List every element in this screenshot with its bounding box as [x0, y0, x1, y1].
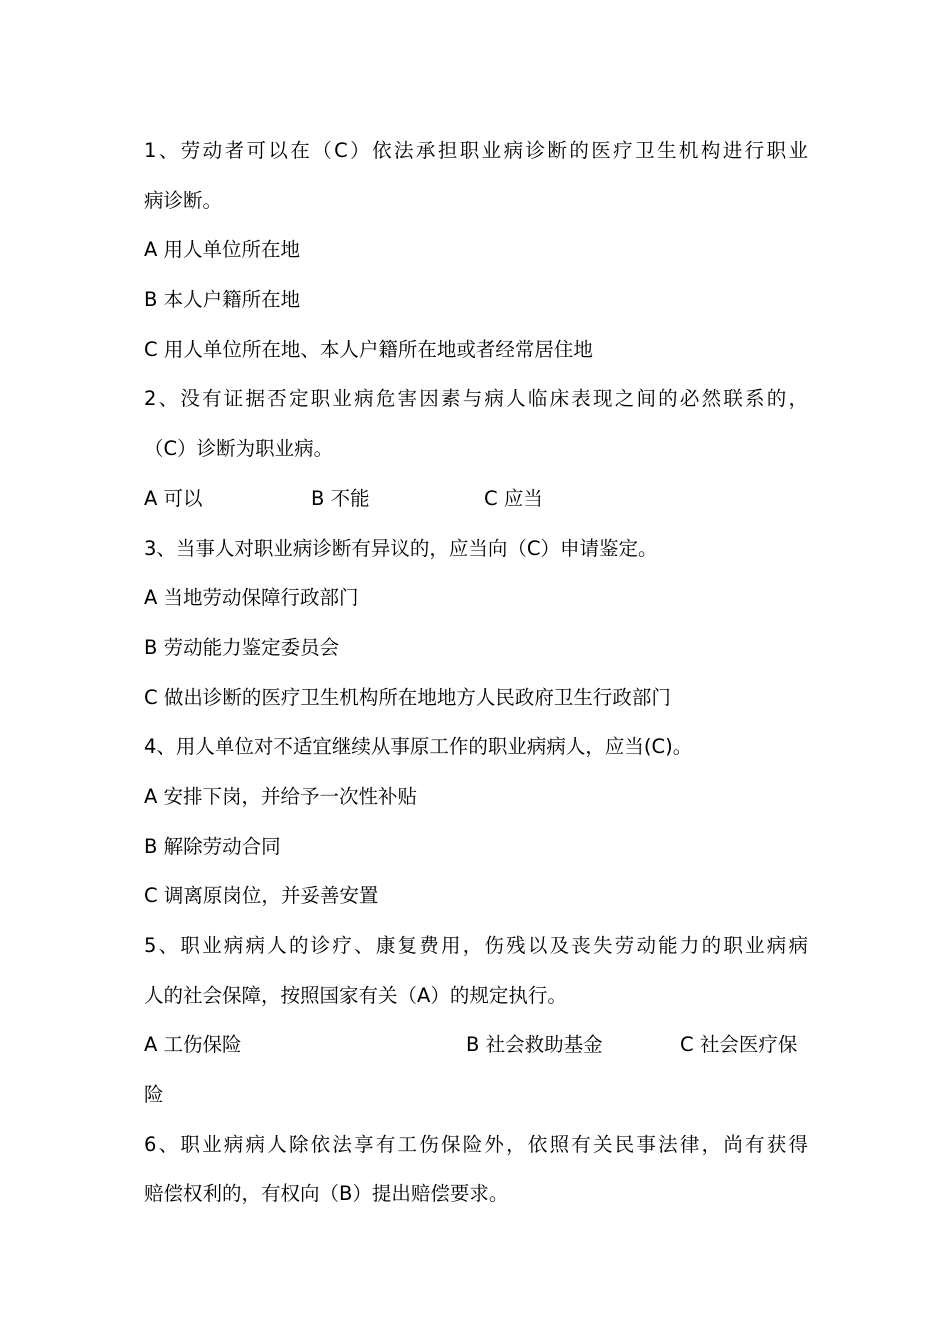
q3-option-c: C 做出诊断的医疗卫生机构所在地地方人民政府卫生行政部门	[144, 685, 671, 709]
q4-option-a: A 安排下岗，并给予一次性补贴	[144, 784, 418, 808]
q2-option-c: C 应当	[484, 486, 543, 510]
q1-option-c: C 用人单位所在地、本人户籍所在地或者经常居住地	[144, 337, 593, 361]
q5-option-c: C 社会医疗保	[680, 1033, 798, 1057]
q5-option-c-wrap: 险	[144, 1083, 164, 1107]
q1-stem-line-1: 1、劳动者可以在（C）依法承担职业病诊断的医疗卫生机构进行职业	[144, 139, 808, 162]
q5-options-row	[144, 1020, 808, 1070]
q5-stem-line-1: 5、职业病病人的诊疗、康复费用，伤残以及丧失劳动能力的职业病病	[144, 934, 808, 957]
q6-stem-line-2: 赔偿权利的，有权向（B）提出赔偿要求。	[144, 1182, 509, 1206]
q2-stem-line-2: （C）诊断为职业病。	[144, 437, 334, 461]
q5-option-b: B 社会救助基金	[466, 1033, 603, 1057]
q6-stem-line-1: 6、职业病病人除依法享有工伤保险外，依照有关民事法律，尚有获得	[144, 1132, 808, 1156]
q2-option-a: A 可以	[144, 486, 203, 510]
q3-option-b: B 劳动能力鉴定委员会	[144, 635, 340, 659]
q3-stem-line-1: 3、当事人对职业病诊断有异议的，应当向（C）申请鉴定。	[144, 536, 658, 560]
q4-option-c: C 调离原岗位，并妥善安置	[144, 884, 379, 908]
q1-option-b: B 本人户籍所在地	[144, 288, 301, 312]
q1-stem-line-2: 病诊断。	[144, 188, 223, 212]
q2-stem-line-1: 2、没有证据否定职业病危害因素与病人临床表现之间的必然联系的，	[144, 387, 808, 411]
q2-options-row	[144, 474, 808, 524]
question-list	[144, 126, 808, 1219]
q2-option-b: B 不能	[311, 486, 370, 510]
q5-option-a: A 工伤保险	[144, 1033, 242, 1057]
q1-option-a: A 用人单位所在地	[144, 238, 301, 262]
q4-stem-line-1: 4、用人单位对不适宜继续从事原工作的职业病病人，应当(C)。	[144, 735, 693, 759]
q3-option-a: A 当地劳动保障行政部门	[144, 586, 359, 610]
q5-stem-line-2: 人的社会保障，按照国家有关（A）的规定执行。	[144, 983, 567, 1007]
q4-option-b: B 解除劳动合同	[144, 834, 281, 858]
